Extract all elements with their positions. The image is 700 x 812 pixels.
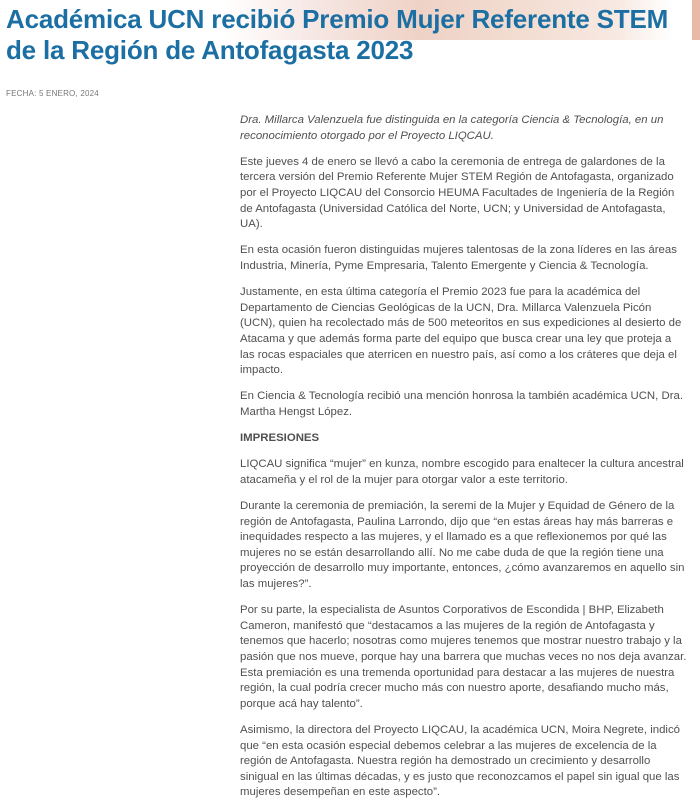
article-paragraph-2: En esta ocasión fueron distinguidas mujeres talentosas de la zona líderes en las áreas Industria, Minería, Pyme Empresaria, Talento Emergente y Ciencia & Tecnología. [240,244,677,272]
article-paragraph-5: LIQCAU significa “mujer” en kunza, nombre escogido para enaltecer la cultura ancestral atacameña y el rol de la mujer para otorgar valor a este territorio. [240,458,684,486]
article-paragraph-7: Por su parte, la especialista de Asuntos Corporativos de Escondida | BHP, Elizabeth Cameron, manifestó que “destacamos a las mujeres de la región de Antofagasta y tenemos que hacerlo; nosotras como mujeres tenemos que mostrar nuestro trabajo y la pasión que nos mueve, porque hay una barrera que muchas veces no nos deja avanzar. Esta premiación es una tremenda oportunidad para destacar a las mujeres de nuestra región, la cual podría crecer mucho más con nuestro aporte, desafiando mucho más, porque acá hay talento”. [240,604,687,710]
article-paragraph-6: Durante la ceremonia de premiación, la seremi de la Mujer y Equidad de Género de la región de Antofagasta, Paulina Larrondo, dijo que “en estas áreas hay más barreras e inequidades respecto a las mujeres, y el llamado es a que reflexionemos por qué las mujeres no se están desarrollando allí. No me cabe duda de que la región tiene una proyección de desarrollo muy importante, entonces, ¿cómo avanzaremos en aquello sin las mujeres?”. [240,500,685,590]
article-title: Académica UCN recibió Premio Mujer Referente STEM de la Región de Antofagasta 2023 [6,4,669,65]
article-paragraph-8: Asimismo, la directora del Proyecto LIQCAU, la académica UCN, Moira Negrete, indicó que “en esta ocasión especial debemos celebrar a las mujeres de excelencia de la región de Antofagasta. Nuestra región ha demostrado un crecimiento y desarrollo sinigual en las últimas décadas, y es justo que reconozcamos el papel sin igual que las mujeres desempeñan en este aspecto”. [240,723,680,799]
article-date: FECHA: 5 ENERO, 2024 [6,89,99,98]
article-body [240,113,688,812]
article-lead: Dra. Millarca Valenzuela fue distinguida en la categoría Ciencia & Tecnología, en un reconocimiento otorgado por el Proyecto LIQCAU. [240,114,664,142]
section-heading-impresiones: IMPRESIONES [240,432,320,445]
article-paragraph-3: Justamente, en esta última categoría el Premio 2023 fue para la académica del Departamento de Ciencias Geológicas de la UCN, Dra. Millarca Valenzuela Picón (UCN), quien ha recolectado más de 500 meteoritos en sus expediciones al desierto de Atacama y que además forma parte del equipo que busca crear una ley que proteja a las rocas espaciales que aterricen en nuestro país, así como a los cráteres que deja el impacto. [240,286,682,377]
article-paragraph-1: Este jueves 4 de enero se llevó a cabo la ceremonia de entrega de galardones de la tercera versión del Premio Referente Mujer STEM Región de Antofagasta, organizado por el Proyecto LIQCAU del Consorcio HEUMA Facultades de Ingeniería de la Región de Antofagasta (Universidad Católica del Norte, UCN; y Universidad de Antofagasta, UA). [240,155,675,231]
article-paragraph-4: En Ciencia & Tecnología recibió una mención honrosa la también académica UCN, Dra. Martha Hengst López. [240,390,683,418]
